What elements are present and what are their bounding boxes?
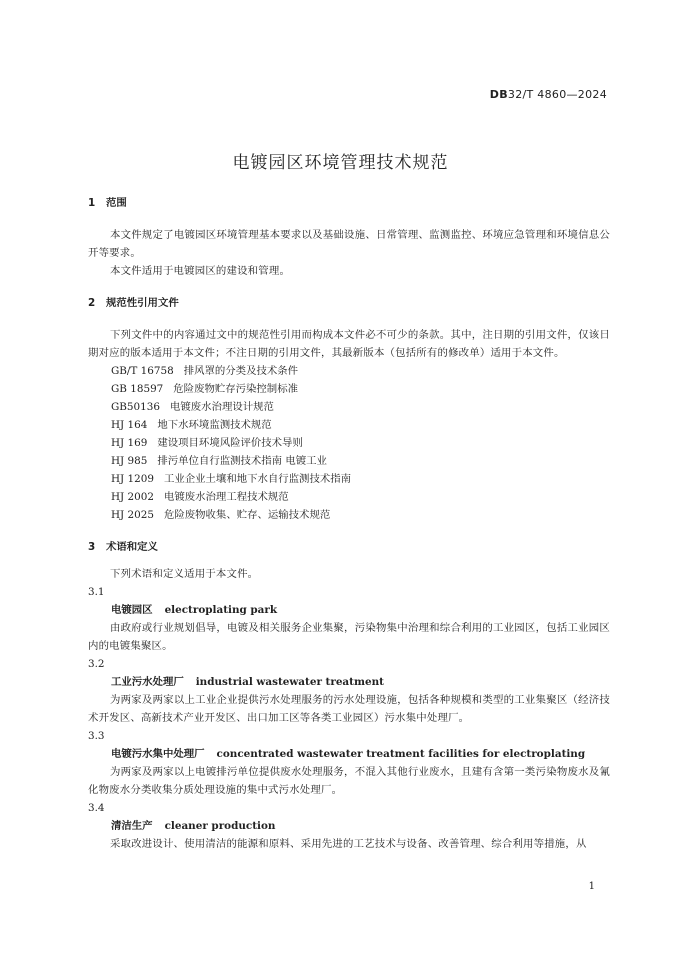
reference-item: HJ 2025 危险废物收集、贮存、运输技术规范: [111, 509, 331, 521]
term-definition: 由政府或行业规划倡导，电镀及相关服务企业集聚，污染物集中治理和综合利用的工业园区，包括工业园区内的电镀集聚区。: [88, 622, 610, 652]
standard-code: DB32/T 4860—2024: [489, 88, 607, 101]
section-3-paragraph-1: 下列术语和定义适用于本文件。: [110, 568, 259, 580]
reference-item: HJ 169 建设项目环境风险评价技术导则: [111, 437, 303, 449]
normative-reference-list: [88, 362, 610, 524]
term-name: 工业污水处理厂 industrial wastewater treatment: [111, 676, 384, 688]
section-3-heading: 3 术语和定义: [88, 541, 158, 553]
reference-item: GB50136 电镀废水治理设计规范: [111, 401, 274, 413]
page-number: 1: [588, 881, 595, 892]
term-definition: 为两家及两家以上工业企业提供污水处理服务的污水处理设施，包括各种规模和类型的工业集聚区（经济技术开发区、高新技术产业开发区、出口加工区等各类工业园区）污水集中处理厂。: [88, 694, 610, 724]
term-number: 3.3: [88, 730, 105, 742]
term-name: 清洁生产 cleaner production: [111, 820, 276, 832]
term-number: 3.1: [88, 586, 105, 598]
reference-item: HJ 1209 工业企业土壤和地下水自行监测技术指南: [111, 473, 352, 485]
term-number: 3.2: [88, 658, 105, 670]
term-name: 电镀园区 electroplating park: [111, 604, 278, 616]
term-definition: 采取改进设计、使用清洁的能源和原料、采用先进的工艺技术与设备、改善管理、综合利用等措施，从: [110, 838, 587, 850]
section-2-paragraph-1: 下列文件中的内容通过文中的规范性引用而构成本文件必不可少的条款。其中，注日期的引用文件，仅该日期对应的版本适用于本文件；不注日期的引用文件，其最新版本（包括所有的修改单）适用于本文件。: [88, 329, 610, 359]
section-2-heading: 2 规范性引用文件: [88, 297, 179, 309]
section-1-paragraph-2: 本文件适用于电镀园区的建设和管理。: [110, 265, 291, 277]
document-body: [88, 194, 610, 853]
reference-item: GB 18597 危险废物贮存污染控制标准: [111, 383, 298, 395]
document-title: 电镀园区环境管理技术规范: [232, 153, 449, 173]
term-definition: 为两家及两家以上电镀排污单位提供废水处理服务，不混入其他行业废水，且建有含第一类污染物废水及氰化物废水分类收集分质处理设施的集中式污水处理厂。: [88, 766, 610, 796]
reference-item: GB/T 16758 排风罩的分类及技术条件: [111, 365, 299, 377]
reference-item: HJ 164 地下水环境监测技术规范: [111, 419, 272, 431]
reference-item: HJ 985 排污单位自行监测技术指南 电镀工业: [111, 455, 327, 467]
term-number: 3.4: [88, 802, 105, 814]
section-1-heading: 1 范围: [88, 197, 127, 209]
reference-item: HJ 2002 电镀废水治理工程技术规范: [111, 491, 289, 503]
term-name: 电镀污水集中处理厂 concentrated wastewater treatment facilities for electroplating: [111, 748, 586, 760]
section-1-paragraph-1: 本文件规定了电镀园区环境管理基本要求以及基础设施、日常管理、监测监控、环境应急管理和环境信息公开等要求。: [88, 229, 610, 259]
